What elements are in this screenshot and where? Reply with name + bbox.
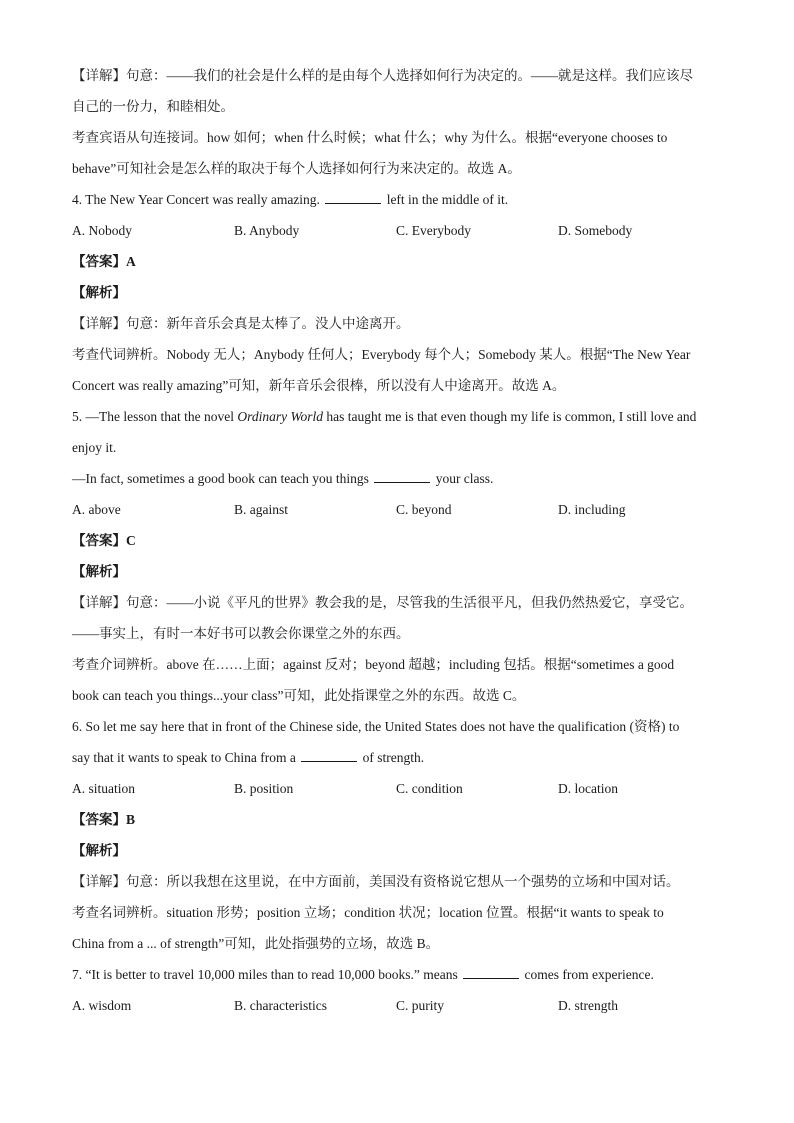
q5-explain-1: 【详解】句意：——小说《平凡的世界》教会我的是，尽管我的生活很平凡，但我仍然热爱它，享受它。: [72, 595, 693, 610]
q4-answer: 【答案】A: [72, 254, 136, 269]
q7-stem-b: comes from experience.: [521, 967, 654, 982]
q4-option-b: B. Anybody: [234, 223, 300, 238]
q3-explain-line-4: behave”可知社会是怎么样的取决于每个人选择如何行为来决定的。故选 A。: [72, 161, 521, 176]
q7-blank: [463, 977, 519, 979]
q5-stem-3: [72, 463, 722, 494]
q5-novel-title: Ordinary World: [237, 409, 323, 424]
q5-option-c: C. beyond: [396, 502, 452, 517]
q5-explain-3: 考查介词辨析。above 在……上面；against 反对；beyond 超越；including 包括。根据“sometimes a good: [72, 657, 675, 672]
q7-option-b: B. characteristics: [234, 998, 327, 1013]
q6-options: [72, 773, 722, 804]
q6-option-b: B. position: [234, 781, 294, 796]
q6-stem-1: 6. So let me say here that in front of the Chinese side, the United States does not have the qualification (资格) to: [72, 719, 680, 734]
q4-option-a: A. Nobody: [72, 223, 132, 238]
q6-explain-1: 【详解】句意：所以我想在这里说，在中方面前，美国没有资格说它想从一个强势的立场和中国对话。: [72, 874, 680, 889]
q5-options: [72, 494, 722, 525]
q7-option-c: C. purity: [396, 998, 445, 1013]
q4-explain-3: Concert was really amazing”可知，新年音乐会很棒，所以没有人中途离开。故选 A。: [72, 378, 566, 393]
q5-explain-4: book can teach you things...your class”可知，此处指课堂之外的东西。故选 C。: [72, 688, 526, 703]
q4-explain-2: 考查代词辨析。Nobody 无人；Anybody 任何人；Everybody 每个人；Somebody 某人。根据“The New Year: [72, 347, 691, 362]
q7-option-d: D. strength: [558, 998, 618, 1013]
q6-explain-3: China from a ... of strength”可知，此处指强势的立场，故选 B。: [72, 936, 440, 951]
q5-analysis-label: 【解析】: [72, 564, 126, 579]
q5-stem-2: enjoy it.: [72, 440, 117, 455]
q3-explain-line-1: 【详解】句意：——我们的社会是什么样的是由每个人选择如何行为决定的。——就是这样。我们应该尽: [72, 68, 693, 83]
q4-stem-b: left in the middle of it.: [383, 192, 509, 207]
q5-explain-2: ——事实上，有时一本好书可以教会你课堂之外的东西。: [72, 626, 410, 641]
q3-explain-line-2: 自己的一份力，和睦相处。: [72, 99, 234, 114]
q5-stem-1b: has taught me is that even though my life is common, I still love and: [322, 409, 697, 424]
q5-option-b: B. against: [234, 502, 288, 517]
q5-answer: 【答案】C: [72, 533, 136, 548]
q5-blank: [374, 481, 430, 483]
q5-stem-1a: 5. —The lesson that the novel: [72, 409, 238, 424]
q4-stem-a: 4. The New Year Concert was really amazing.: [72, 192, 324, 207]
q6-blank: [301, 760, 357, 762]
q4-explain-1: 【详解】句意：新年音乐会真是太棒了。没人中途离开。: [72, 316, 410, 331]
q7-stem: [72, 959, 722, 990]
q6-answer: 【答案】B: [72, 812, 136, 827]
q6-stem-2a: say that it wants to speak to China from a: [72, 750, 300, 765]
document-page: [72, 60, 722, 1021]
q4-blank: [325, 202, 381, 204]
q7-option-a: A. wisdom: [72, 998, 132, 1013]
q5-stem-3b: your class.: [432, 471, 494, 486]
q7-options: [72, 990, 722, 1021]
q6-option-a: A. situation: [72, 781, 135, 796]
q4-stem: [72, 184, 722, 215]
q7-stem-a: 7. “It is better to travel 10,000 miles than to read 10,000 books.” means: [72, 967, 462, 982]
q4-options: [72, 215, 722, 246]
q4-analysis-label: 【解析】: [72, 285, 126, 300]
q5-option-a: A. above: [72, 502, 121, 517]
q5-option-d: D. including: [558, 502, 626, 517]
q4-option-c: C. Everybody: [396, 223, 471, 238]
q5-stem-1: [72, 401, 722, 432]
q6-option-d: D. location: [558, 781, 618, 796]
q6-explain-2: 考查名词辨析。situation 形势；position 立场；condition 状况；location 位置。根据“it wants to speak to: [72, 905, 664, 920]
q6-option-c: C. condition: [396, 781, 463, 796]
q6-stem-2: [72, 742, 722, 773]
q6-analysis-label: 【解析】: [72, 843, 126, 858]
q5-stem-3a: —In fact, sometimes a good book can teach you things: [72, 471, 373, 486]
q6-stem-2b: of strength.: [359, 750, 425, 765]
q3-explain-line-3: 考查宾语从句连接词。how 如何；when 什么时候；what 什么；why 为什么。根据“everyone chooses to: [72, 130, 668, 145]
q4-option-d: D. Somebody: [558, 223, 633, 238]
